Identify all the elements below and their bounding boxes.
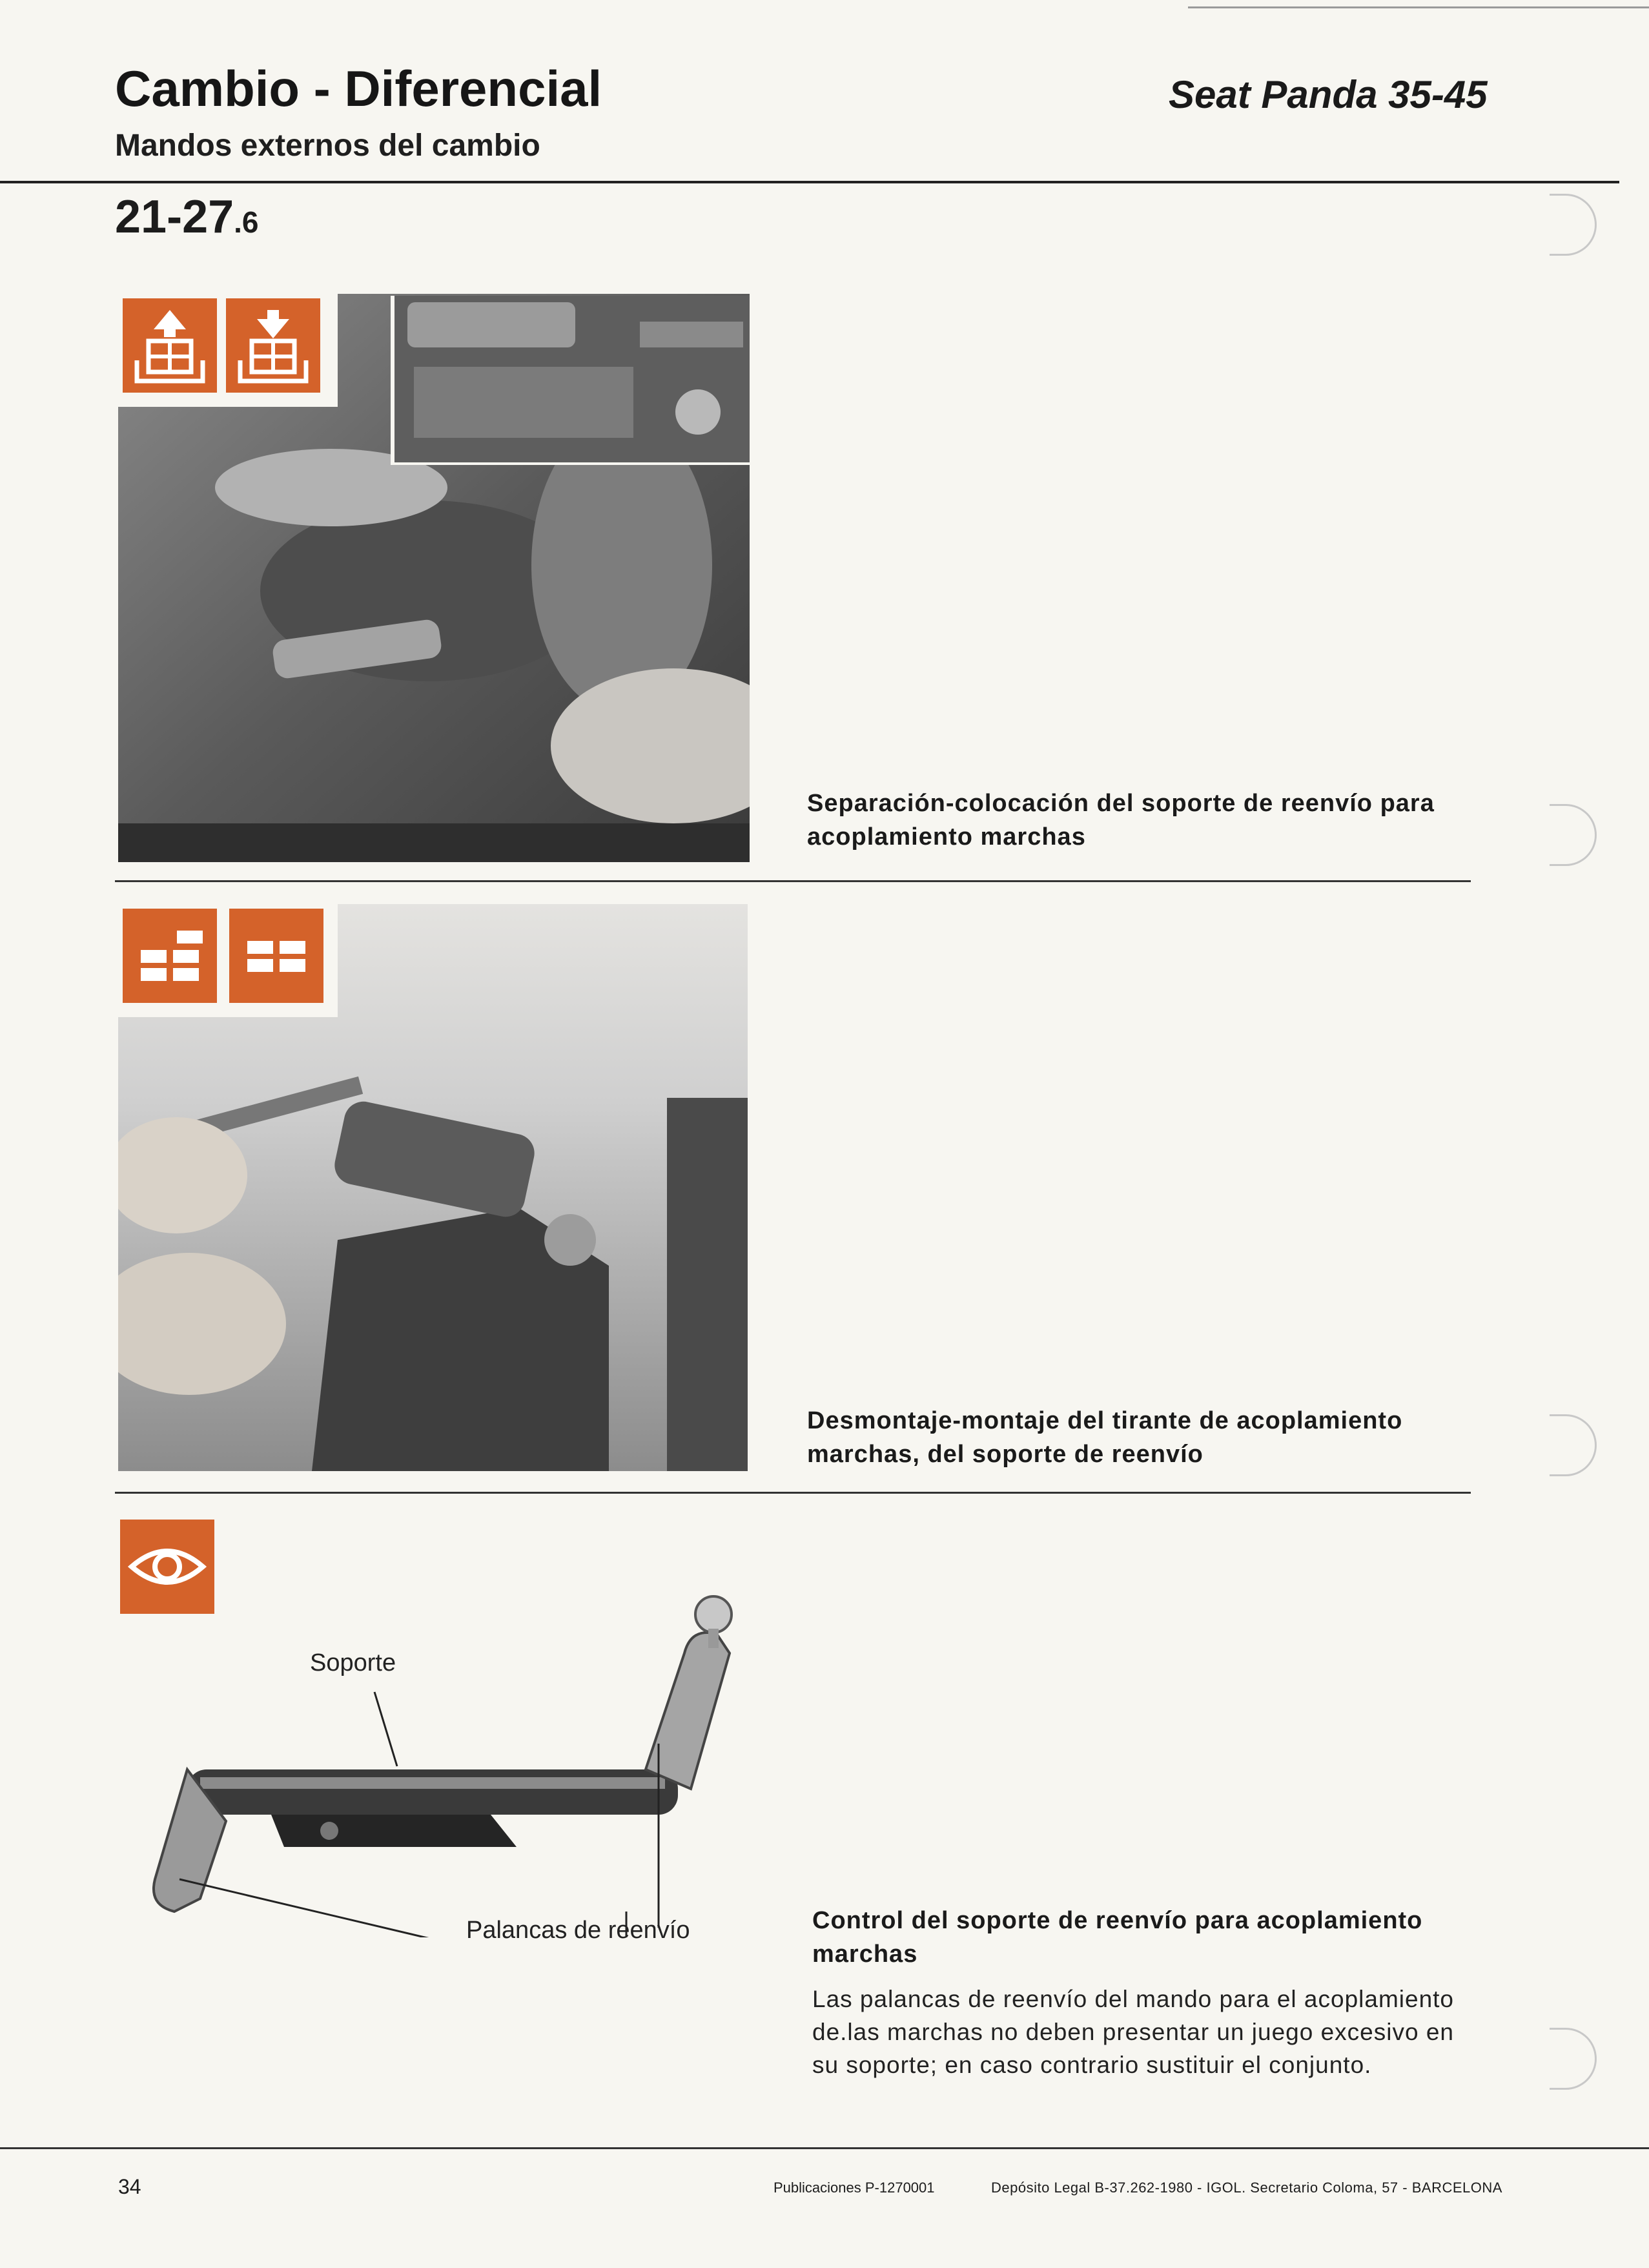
punch-hole <box>1550 2028 1597 2090</box>
disassemble-icon <box>123 909 217 1003</box>
model-name: Seat Panda 35-45 <box>1169 73 1488 116</box>
punch-hole <box>1550 1414 1597 1476</box>
punch-hole <box>1550 194 1597 256</box>
caption-section-3: Control del soporte de reenvío para acoplamiento marchas <box>812 1907 1423 1968</box>
top-edge-rule <box>1188 6 1649 8</box>
label-levers: Palancas de reenvío <box>466 1917 690 1944</box>
page-number: 34 <box>118 2175 141 2198</box>
section-code-main: 21-27 <box>115 191 234 243</box>
page-subtitle: Mandos externos del cambio <box>115 129 540 163</box>
footer-rule <box>0 2147 1649 2149</box>
photo-inset-detail <box>394 296 750 462</box>
diagram-lever-support <box>129 1576 749 1937</box>
section-code <box>115 191 259 243</box>
section-rule <box>115 880 1471 882</box>
page-title: Cambio - Diferencial <box>115 60 602 117</box>
section-code-suffix: .6 <box>234 205 259 239</box>
photo-inset-frame <box>391 296 750 465</box>
assemble-icon <box>229 909 323 1003</box>
footer-legal: Depósito Legal B-37.262-1980 - IGOL. Secretario Coloma, 57 - BARCELONA <box>991 2180 1502 2196</box>
caption-section-2: Desmontaje-montaje del tirante de acoplamiento marchas, del soporte de reenvío <box>807 1407 1403 1468</box>
body-text-section-3: Las palancas de reenvío del mando para el acoplamiento de.las marchas no deben presentar un juego excesivo en su soporte; en caso contrario sustituir el conjunto. <box>812 1986 1455 2078</box>
remove-install-up-icon <box>123 298 217 393</box>
header-rule <box>0 181 1619 183</box>
remove-install-down-icon <box>226 298 320 393</box>
section-rule <box>115 1492 1471 1494</box>
footer-publication: Publicaciones P-1270001 <box>773 2180 935 2196</box>
label-support: Soporte <box>310 1649 396 1676</box>
caption-section-1: Separación-colocación del soporte de reenvío para acoplamiento marchas <box>807 790 1435 850</box>
punch-hole <box>1550 804 1597 866</box>
